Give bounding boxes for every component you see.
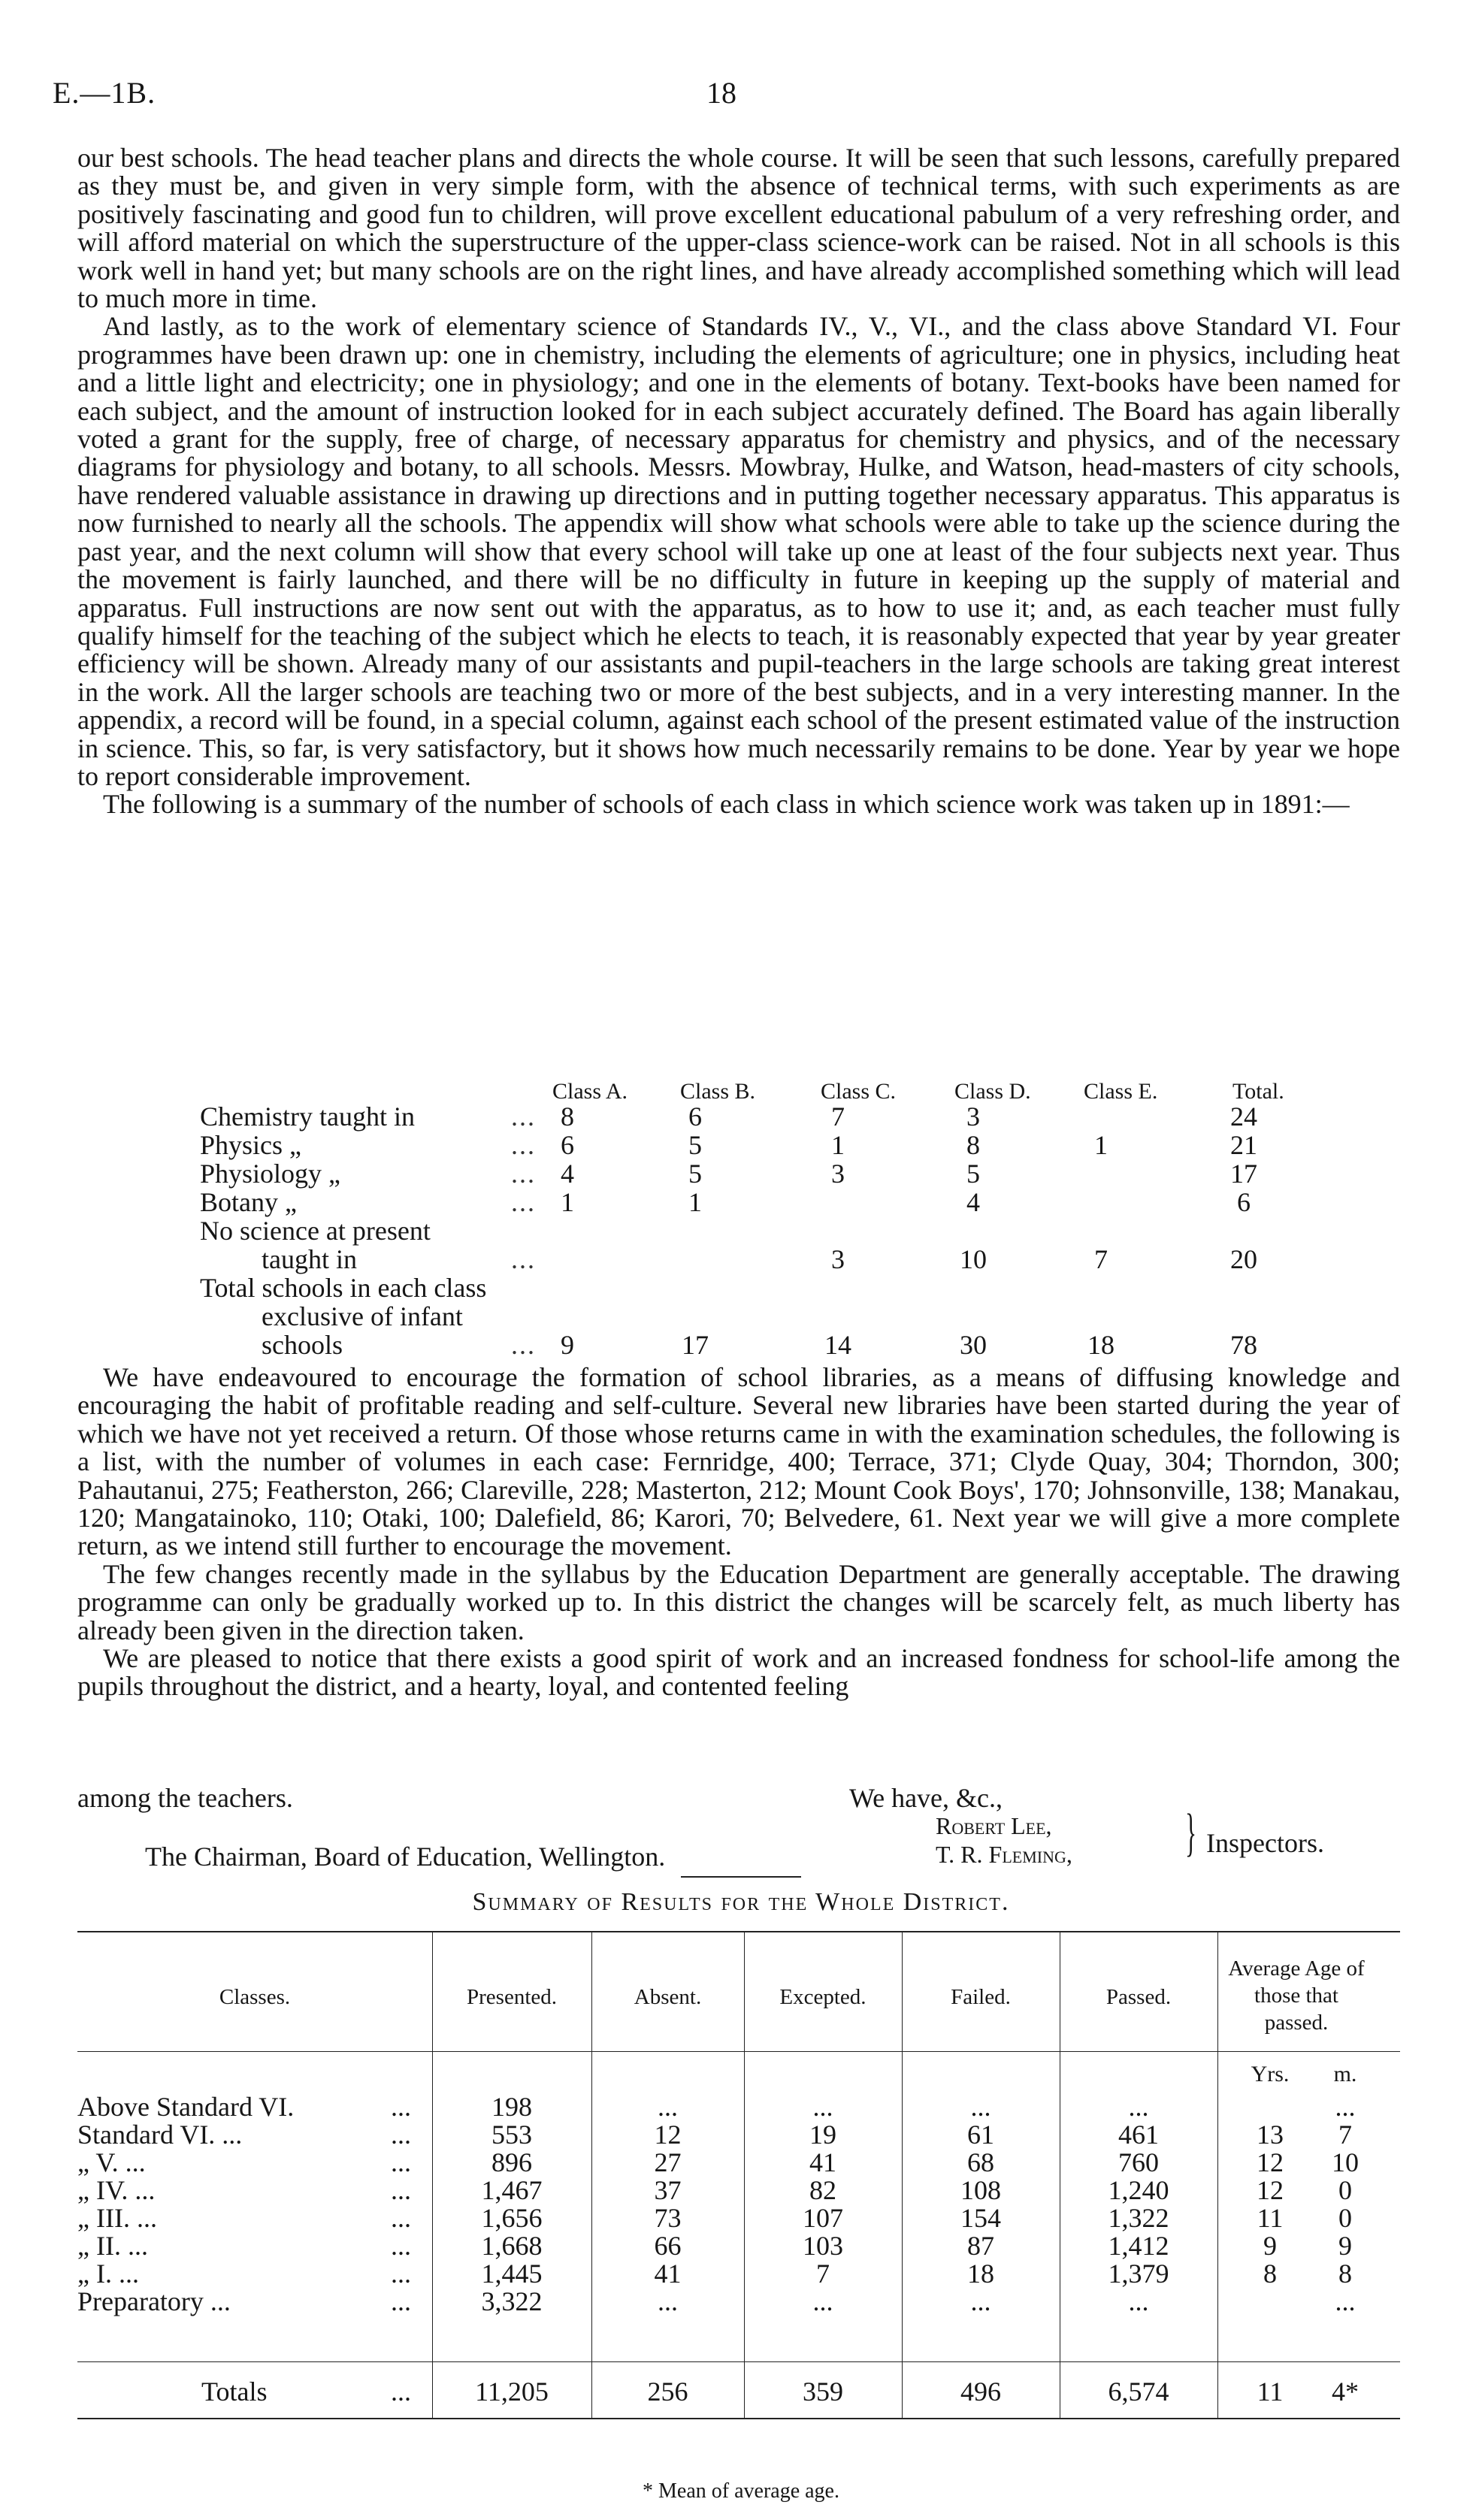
- leader-dots: ...: [391, 2259, 411, 2289]
- table-top-rule: [77, 1931, 1400, 1932]
- cell-value: 6: [688, 1101, 702, 1132]
- paragraph: our best schools. The head teacher plans and directs the whole course. It will be seen that such lessons, carefully prepared as they must be, and given in very simple form, with the absence of technical terms, with such experiments as are positively fascinating and good fun to children, will prove excellent educational pabulum of a very refreshing order, and will afford material on which the superstructure of the upper-class science-work can be raised. Not in all schools is this work well in hand yet; but many schools are on the right lines, and have already accomplished something which will lead to much more in time.: [77, 143, 1400, 314]
- addressee: The Chairman, Board of Education, Wellington.: [145, 1842, 666, 1872]
- cell-failed: ...: [970, 2286, 991, 2316]
- header-classes: Classes.: [219, 1985, 291, 2009]
- cell-failed: 87: [967, 2231, 994, 2261]
- cell-value: 6: [561, 1130, 574, 1160]
- cell-failed: 496: [960, 2376, 1001, 2407]
- cell-years: 8: [1263, 2259, 1277, 2289]
- cell-value: 3: [831, 1159, 845, 1189]
- leader-dots: ...: [391, 2175, 411, 2205]
- cell-passed: 461: [1118, 2120, 1159, 2150]
- cell-value: 7: [831, 1101, 845, 1132]
- cell-years: 11: [1257, 2203, 1284, 2233]
- row-label: Physics „: [200, 1130, 301, 1160]
- header-failed: Failed.: [951, 1985, 1011, 2009]
- cell-presented: 1,668: [481, 2231, 543, 2261]
- cell-excepted: ...: [812, 2092, 833, 2122]
- row-label: exclusive of infant: [262, 1301, 463, 1331]
- cell-value: 18: [1087, 1330, 1115, 1360]
- cell-presented: 1,445: [481, 2259, 543, 2289]
- row-label: Botany „: [200, 1187, 297, 1217]
- cell-value: 20: [1230, 1244, 1257, 1274]
- cell-passed: 760: [1118, 2147, 1159, 2177]
- cell-value: 1: [831, 1130, 845, 1160]
- leader-dots: ...: [391, 2092, 411, 2122]
- inspectors-title: Inspectors.: [1206, 1828, 1324, 1858]
- cell-excepted: 41: [809, 2147, 836, 2177]
- cell-months: 0: [1338, 2203, 1352, 2233]
- leader-dots: ...: [511, 1130, 536, 1160]
- cell-value: 8: [561, 1101, 574, 1132]
- cell-excepted: 19: [809, 2120, 836, 2150]
- leader-dots: ...: [391, 2286, 411, 2316]
- cell-value: 5: [966, 1159, 980, 1189]
- cell-excepted: 82: [809, 2175, 836, 2205]
- cell-absent: 66: [654, 2231, 682, 2261]
- leader-dots: ...: [391, 2120, 411, 2150]
- cell-presented: 11,205: [475, 2376, 549, 2407]
- cell-value: 17: [682, 1330, 709, 1360]
- cell-presented: 896: [491, 2147, 532, 2177]
- table-totals-rule: [77, 2361, 1400, 2362]
- row-label: taught in: [262, 1244, 357, 1274]
- table-bottom-rule: [77, 2418, 1400, 2419]
- cell-passed: 1,240: [1108, 2175, 1169, 2205]
- document-code: E.—1B.: [53, 76, 156, 110]
- cell-presented: 553: [491, 2120, 532, 2150]
- cell-failed: ...: [970, 2092, 991, 2122]
- cell-excepted: ...: [812, 2286, 833, 2316]
- cell-passed: 1,412: [1108, 2231, 1169, 2261]
- paragraph: We are pleased to notice that there exists a good spirit of work and an increased fondness for school-life among the pupils throughout the district, and a hearty, loyal, and contented feeling: [77, 1643, 1400, 1702]
- cell-months: ...: [1335, 2092, 1356, 2122]
- cell-absent: ...: [658, 2286, 678, 2316]
- body-text-continued: [77, 1364, 1400, 1701]
- cell-passed: ...: [1128, 2092, 1149, 2122]
- row-class: „ III. ...: [77, 2203, 157, 2233]
- cell-months: 10: [1332, 2147, 1359, 2177]
- page-number: 18: [706, 76, 736, 110]
- cell-months: 9: [1338, 2231, 1352, 2261]
- cell-failed: 18: [967, 2259, 994, 2289]
- cell-absent: 256: [647, 2376, 688, 2407]
- paragraph: And lastly, as to the work of elementary science of Standards IV., V., VI., and the class above Standard VI. Four programmes have been drawn up: one in chemistry, including the elements of agriculture; one in physics, including heat and a little light and electricity; one in physiology; and one in the elements of botany. Text-books have been named for each subject, and the amount of instruction looked for in each subject accurately defined. The Board has again liberally voted a grant for the supply, free of charge, of necessary apparatus for chemistry and physics, and of the necessary diagrams for physiology and botany, to all schools. Messrs. Mowbray, Hulke, and Watson, head-masters of city schools, have rendered valuable assistance in drawing up directions and in putting together necessary apparatus. This apparatus is now furnished to nearly all the schools. The appendix will show what schools were able to take up the science during the past year, and the next column will show that every school will take up one at least of the four subjects next year. Thus the movement is fairly launched, and there will be no difficulty in future in keeping up the supply of material and apparatus. Full instructions are now sent out with the apparatus, as to how to use it; and, as each teacher must fully qualify himself for the teaching of the subject which he elects to teach, it is reasonably expected that year by year greater efficiency will be shown. Already many of our assistants and pupil-teachers in the large schools are taking great interest in the work. All the larger schools are teaching two or more of the best subjects, and in a very interesting manner. In the appendix, a record will be found, in a special column, against each school of the present estimated value of the instruction in science. This, so far, is very satisfactory, but it shows how much necessarily remains to be done. Year by year we hope to report considerable improvement.: [77, 311, 1400, 791]
- column-header: Class D.: [954, 1079, 1031, 1104]
- leader-dots: ...: [391, 2147, 411, 2177]
- cell-years: 12: [1257, 2175, 1284, 2205]
- table-header-rule: [77, 2051, 1400, 2052]
- signatory: T. R. Fleming,: [936, 1841, 1072, 1868]
- row-class: „ II. ...: [77, 2231, 148, 2261]
- cell-failed: 154: [960, 2203, 1001, 2233]
- unit-years: Yrs.: [1251, 2062, 1290, 2086]
- column-header: Class C.: [821, 1079, 897, 1104]
- cell-value: 3: [831, 1244, 845, 1274]
- cell-years: 9: [1263, 2231, 1277, 2261]
- leader-dots: ...: [391, 2376, 411, 2407]
- footnote: * Mean of average age.: [643, 2479, 839, 2503]
- cell-months: 8: [1338, 2259, 1352, 2289]
- signatory: Robert Lee,: [936, 1812, 1052, 1839]
- cell-failed: 61: [967, 2120, 994, 2150]
- header-presented: Presented.: [467, 1985, 557, 2009]
- divider: [681, 1876, 801, 1878]
- cell-excepted: 107: [803, 2203, 843, 2233]
- cell-absent: 73: [654, 2203, 682, 2233]
- cell-years: 13: [1257, 2120, 1284, 2150]
- header-average-age: Average Age of those that passed.: [1228, 1956, 1365, 2035]
- row-label: Chemistry taught in: [200, 1101, 415, 1132]
- cell-value: 1: [561, 1187, 574, 1217]
- we-have: We have, &c.,: [849, 1783, 1003, 1813]
- row-label: schools: [262, 1330, 343, 1360]
- unit-months: m.: [1333, 2062, 1357, 2086]
- paragraph: The few changes recently made in the syllabus by the Education Department are generally acceptable. The drawing programme can only be gradually worked up to. In this district the changes will be scarcely felt, as much liberty has already been given in the direction taken.: [77, 1558, 1400, 1645]
- cell-value: 9: [561, 1330, 574, 1360]
- brace: }: [1185, 1804, 1197, 1862]
- cell-months: ...: [1335, 2286, 1356, 2316]
- row-class: „ I. ...: [77, 2259, 139, 2289]
- paragraph: The following is a summary of the number of schools of each class in which science work was taken up in 1891:—: [103, 789, 1350, 820]
- column-header: Class E.: [1084, 1079, 1158, 1104]
- row-class: Above Standard VI.: [77, 2092, 295, 2122]
- closing-line: among the teachers.: [77, 1783, 293, 1813]
- leader-dots: ...: [511, 1159, 536, 1189]
- cell-excepted: 359: [803, 2376, 843, 2407]
- cell-absent: 12: [654, 2120, 682, 2150]
- row-class: Totals: [201, 2376, 268, 2407]
- row-class: „ V. ...: [77, 2147, 146, 2177]
- row-class: „ IV. ...: [77, 2175, 156, 2205]
- header-absent: Absent.: [634, 1985, 702, 2009]
- cell-value: 10: [960, 1244, 987, 1274]
- cell-years: 11: [1257, 2376, 1284, 2407]
- cell-absent: 37: [654, 2175, 682, 2205]
- cell-value: 30: [960, 1330, 987, 1360]
- leader-dots: ...: [391, 2231, 411, 2261]
- cell-value: 8: [966, 1130, 980, 1160]
- cell-value: 5: [688, 1159, 702, 1189]
- cell-passed: ...: [1128, 2286, 1149, 2316]
- row-class: Preparatory ...: [77, 2286, 231, 2316]
- cell-years: 12: [1257, 2147, 1284, 2177]
- body-text: [77, 144, 1400, 819]
- column-header: Class B.: [680, 1079, 756, 1104]
- cell-absent: 27: [654, 2147, 682, 2177]
- cell-value: 5: [688, 1130, 702, 1160]
- cell-value: 4: [561, 1159, 574, 1189]
- leader-dots: ...: [511, 1101, 536, 1132]
- cell-presented: 1,656: [481, 2203, 543, 2233]
- cell-value: 78: [1230, 1330, 1257, 1360]
- cell-excepted: 7: [816, 2259, 830, 2289]
- leader-dots: ...: [511, 1330, 536, 1360]
- cell-value: 1: [1094, 1130, 1108, 1160]
- results-table-title: Summary of Results for the Whole District.: [472, 1888, 1010, 1916]
- cell-value: 7: [1094, 1244, 1108, 1274]
- row-class: Standard VI. ...: [77, 2120, 243, 2150]
- cell-presented: 198: [491, 2092, 532, 2122]
- row-label: Total schools in each class: [200, 1273, 487, 1303]
- leader-dots: ...: [391, 2203, 411, 2233]
- cell-passed: 1,379: [1108, 2259, 1169, 2289]
- cell-value: 3: [966, 1101, 980, 1132]
- cell-value: 21: [1230, 1130, 1257, 1160]
- cell-value: 17: [1230, 1159, 1257, 1189]
- cell-excepted: 103: [803, 2231, 843, 2261]
- row-label: No science at present: [200, 1216, 431, 1246]
- cell-months: 0: [1338, 2175, 1352, 2205]
- cell-value: 1: [688, 1187, 702, 1217]
- cell-passed: 6,574: [1108, 2376, 1169, 2407]
- leader-dots: ...: [511, 1244, 536, 1274]
- column-header: Total.: [1232, 1079, 1284, 1104]
- cell-absent: ...: [658, 2092, 678, 2122]
- cell-passed: 1,322: [1108, 2203, 1169, 2233]
- cell-months: 4*: [1332, 2376, 1359, 2407]
- cell-failed: 68: [967, 2147, 994, 2177]
- header-passed: Passed.: [1105, 1985, 1172, 2009]
- paragraph: We have endeavoured to encourage the formation of school libraries, as a means of diffusing knowledge and encouraging the habit of profitable reading and self-culture. Several new libraries have been started during the year of which we have not yet received a return. Of those whose returns came in with the examination schedules, the following is a list, with the number of volumes in each case: Fernridge, 400; Terrace, 371; Clyde Quay, 304; Thorndon, 300; Pahautanui, 275; Featherston, 266; Clareville, 228; Masterton, 212; Mount Cook Boys', 170; Johnsonville, 138; Manakau, 120; Mangatainoko, 110; Otaki, 100; Dalefield, 86; Karori, 70; Belvedere, 61. Next year we will give a more complete return, as we intend still further to encourage the movement.: [77, 1362, 1400, 1561]
- cell-value: 14: [824, 1330, 851, 1360]
- page-header: [0, 75, 1482, 120]
- cell-months: 7: [1338, 2120, 1352, 2150]
- cell-presented: 3,322: [481, 2286, 543, 2316]
- column-divider: [1217, 1931, 1218, 2418]
- cell-value: 24: [1230, 1101, 1257, 1132]
- cell-value: 4: [966, 1187, 980, 1217]
- row-label: Physiology „: [200, 1159, 341, 1189]
- leader-dots: ...: [511, 1187, 536, 1217]
- header-excepted: Excepted.: [779, 1985, 867, 2009]
- column-header: Class A.: [552, 1079, 628, 1104]
- cell-absent: 41: [654, 2259, 682, 2289]
- cell-value: 6: [1237, 1187, 1251, 1217]
- cell-presented: 1,467: [481, 2175, 543, 2205]
- cell-failed: 108: [960, 2175, 1001, 2205]
